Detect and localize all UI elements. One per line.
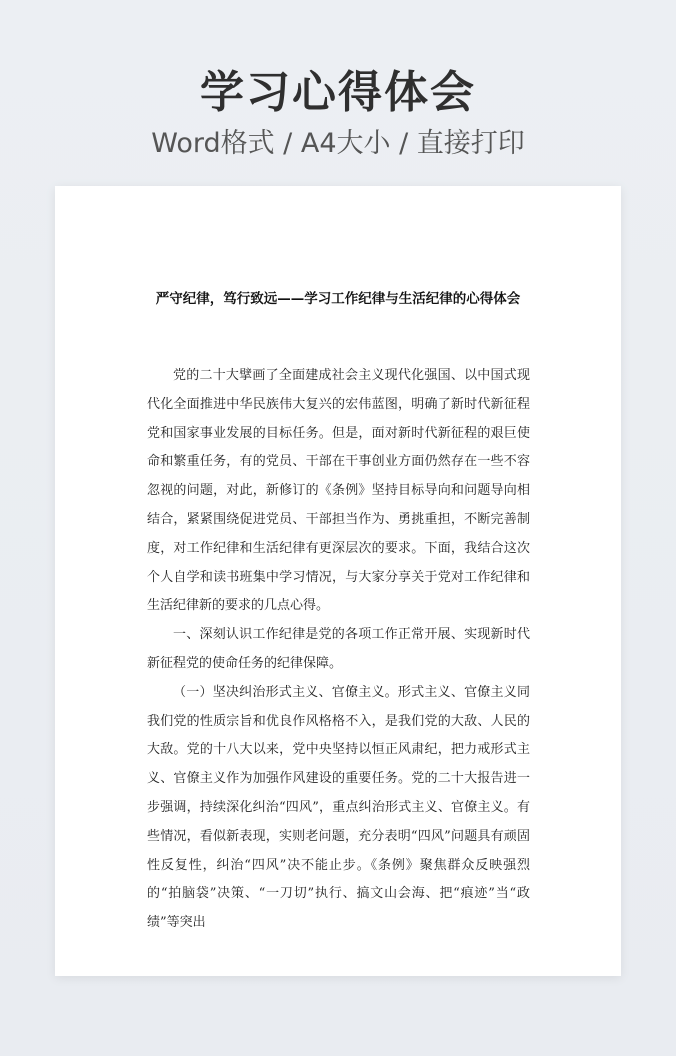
banner-subtitle: Word格式 / A4大小 / 直接打印 (151, 128, 525, 159)
paragraph-subsection: （一）坚决纠治形式主义、官僚主义。形式主义、官僚主义同我们党的性质宗旨和优良作风格格不入，是我们党的大敌、人民的大敌。党的十八大以来，党中央坚持以恒正风肃纪，把力戒形式主义、官僚主义作为加强作风建设的重要任务。党的二十大报告进一步强调，持续深化纠治“四风”，重点纠治形式主义、官僚主义。有些情况，看似新表现，实则老问题，充分表明“四风”问题具有顽固性反复性，纠治“四风”决不能止步。《条例》聚焦群众反映强烈的“拍脑袋”决策、“一刀切”执行、搞文山会海、把“痕迹”当“政绩”等突出 (147, 684, 530, 931)
paragraph-section-heading: 一、深刻认识工作纪律是党的各项工作正常开展、实现新时代新征程党的使命任务的纪律保障。 (147, 627, 530, 671)
banner (0, 60, 676, 162)
paragraph-intro: 党的二十大擘画了全面建成社会主义现代化强国、以中国式现代化全面推进中华民族伟大复兴的宏伟蓝图，明确了新时代新征程党和国家事业发展的目标任务。但是，面对新时代新征程的艰巨使命和繁重任务，有的党员、干部在干事创业方面仍然存在一些不容忽视的问题，对此，新修订的《条例》坚持目标导向和问题导向相结合，紧紧围绕促进党员、干部担当作为、勇挑重担，不断完善制度，对工作纪律和生活纪律有更深层次的要求。下面，我结合这次个人自学和读书班集中学习情况，与大家分享关于党对工作纪律和生活纪律新的要求的几点心得。 (147, 368, 530, 614)
banner-title: 学习心得体会 (200, 67, 476, 118)
document-title: 严守纪律，笃行致远——学习工作纪律与生活纪律的心得体会 (155, 291, 521, 307)
document-page (55, 186, 621, 976)
document-body (147, 362, 530, 938)
